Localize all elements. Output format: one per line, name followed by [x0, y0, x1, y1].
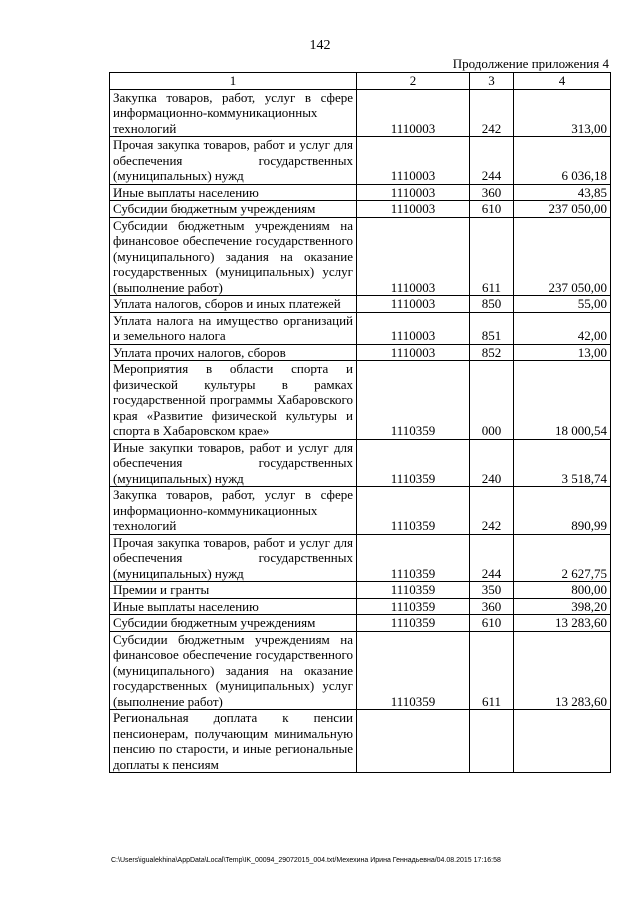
row-name: Субсидии бюджетным учреждениям: [110, 201, 357, 218]
row-sum: 42,00: [514, 312, 611, 344]
continuation-label: Продолжение приложения 4: [452, 56, 609, 71]
row-type: 610: [470, 615, 514, 632]
row-type: 850: [470, 296, 514, 313]
table-row: [110, 631, 611, 710]
row-code: 1110003: [357, 89, 470, 137]
row-code: 1110359: [357, 534, 470, 582]
row-sum: 55,00: [514, 296, 611, 313]
row-type: 240: [470, 439, 514, 487]
table-row: [110, 201, 611, 218]
row-sum: 800,00: [514, 582, 611, 599]
row-sum: 13,00: [514, 344, 611, 361]
row-code: 1110003: [357, 312, 470, 344]
row-type: 851: [470, 312, 514, 344]
row-name: Субсидии бюджетным учреждениям на финансовое обеспечение государственного (муниципального) задания на оказание государственных (муниципальных) услуг (выполнение работ): [110, 217, 357, 296]
table-header: [110, 73, 611, 90]
row-sum: 237 050,00: [514, 217, 611, 296]
row-sum: 13 283,60: [514, 631, 611, 710]
table-row: [110, 582, 611, 599]
header-col-1: 1: [110, 73, 357, 90]
row-sum: 313,00: [514, 89, 611, 137]
row-name: Иные закупки товаров, работ и услуг для обеспечения государственных (муниципальных) нужд: [110, 439, 357, 487]
row-name: Закупка товаров, работ, услуг в сфере информационно-коммуникационных технологий: [110, 487, 357, 535]
row-name: Мероприятия в области спорта и физической культуры в рамках государственной программы Хабаровского края «Развитие физической культуры и спорта в Хабаровском крае»: [110, 361, 357, 440]
table-body: [110, 89, 611, 773]
header-col-4: 4: [514, 73, 611, 90]
row-name: Субсидии бюджетным учреждениям на финансовое обеспечение государственного (муниципального) задания на оказание государственных (муниципальных) услуг (выполнение работ): [110, 631, 357, 710]
row-sum: 398,20: [514, 598, 611, 615]
table-row: [110, 217, 611, 296]
row-code: [357, 710, 470, 773]
row-code: 1110359: [357, 361, 470, 440]
row-type: 852: [470, 344, 514, 361]
table-row: [110, 439, 611, 487]
row-code: 1110359: [357, 487, 470, 535]
row-sum: 13 283,60: [514, 615, 611, 632]
row-code: 1110003: [357, 184, 470, 201]
table-row: [110, 361, 611, 440]
row-name: Иные выплаты населению: [110, 598, 357, 615]
row-type: 360: [470, 184, 514, 201]
table-row: [110, 710, 611, 773]
row-code: 1110003: [357, 217, 470, 296]
row-code: 1110003: [357, 201, 470, 218]
footer-path: C:\Users\igualekhina\AppData\Local\Temp\IK_00094_29072015_004.txt/Мехехина Ирина Геннадьевна/04.08.2015 17:16:58: [111, 857, 501, 864]
table-row: [110, 598, 611, 615]
table-row: [110, 89, 611, 137]
table-row: [110, 487, 611, 535]
row-code: 1110359: [357, 439, 470, 487]
row-type: [470, 710, 514, 773]
row-name: Уплата прочих налогов, сборов: [110, 344, 357, 361]
row-code: 1110359: [357, 598, 470, 615]
table-row: [110, 344, 611, 361]
table-row: [110, 615, 611, 632]
table-row: [110, 534, 611, 582]
row-name: Премии и гранты: [110, 582, 357, 599]
row-name: Региональная доплата к пенсии пенсионерам, получающим минимальную пенсию по старости, и иные региональные доплаты к пенсиям: [110, 710, 357, 773]
row-sum: 890,99: [514, 487, 611, 535]
header-col-3: 3: [470, 73, 514, 90]
header-col-2: 2: [357, 73, 470, 90]
row-type: 244: [470, 534, 514, 582]
row-sum: 3 518,74: [514, 439, 611, 487]
page-number: 142: [309, 38, 331, 53]
row-name: Субсидии бюджетным учреждениям: [110, 615, 357, 632]
row-name: Уплата налога на имущество организаций и земельного налога: [110, 312, 357, 344]
row-name: Закупка товаров, работ, услуг в сфере информационно-коммуникационных технологий: [110, 89, 357, 137]
row-code: 1110003: [357, 137, 470, 185]
row-code: 1110003: [357, 344, 470, 361]
row-code: 1110359: [357, 582, 470, 599]
table-row: [110, 184, 611, 201]
row-sum: [514, 710, 611, 773]
header-row: [110, 73, 611, 90]
table-row: [110, 296, 611, 313]
row-type: 610: [470, 201, 514, 218]
row-sum: 18 000,54: [514, 361, 611, 440]
row-type: 611: [470, 631, 514, 710]
row-sum: 237 050,00: [514, 201, 611, 218]
budget-table: [109, 72, 611, 773]
row-code: 1110003: [357, 296, 470, 313]
table-row: [110, 137, 611, 185]
row-name: Уплата налогов, сборов и иных платежей: [110, 296, 357, 313]
row-type: 350: [470, 582, 514, 599]
row-sum: 6 036,18: [514, 137, 611, 185]
row-type: 242: [470, 89, 514, 137]
row-sum: 2 627,75: [514, 534, 611, 582]
table-row: [110, 312, 611, 344]
row-type: 242: [470, 487, 514, 535]
row-name: Иные выплаты населению: [110, 184, 357, 201]
row-code: 1110359: [357, 615, 470, 632]
row-type: 000: [470, 361, 514, 440]
row-code: 1110359: [357, 631, 470, 710]
row-sum: 43,85: [514, 184, 611, 201]
row-type: 360: [470, 598, 514, 615]
row-name: Прочая закупка товаров, работ и услуг для обеспечения государственных (муниципальных) нужд: [110, 534, 357, 582]
row-type: 611: [470, 217, 514, 296]
row-type: 244: [470, 137, 514, 185]
row-name: Прочая закупка товаров, работ и услуг для обеспечения государственных (муниципальных) нужд: [110, 137, 357, 185]
